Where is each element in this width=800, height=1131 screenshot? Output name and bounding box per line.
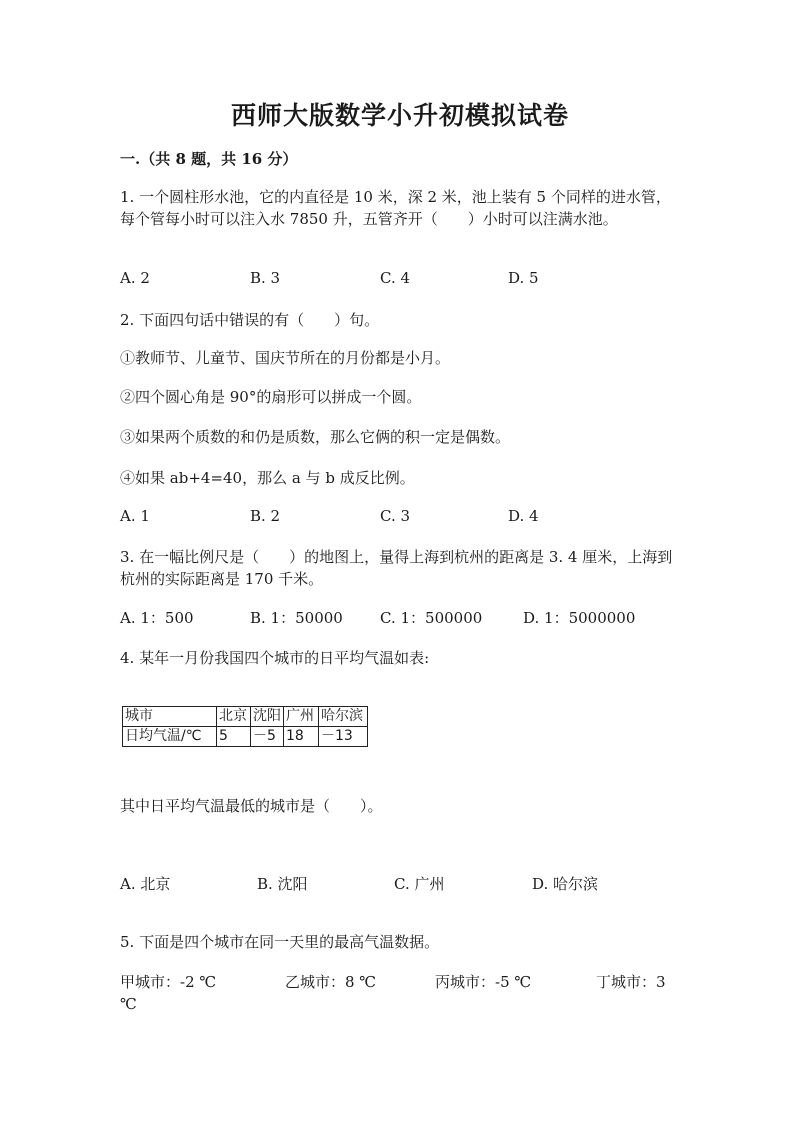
question-3-text: 3. 在一幅比例尺是（ ）的地图上，量得上海到杭州的距离是 3. 4 厘米，上海到杭州的实际距离是 170 千米。 — [120, 548, 673, 588]
option-c[interactable]: C. 4 — [380, 269, 411, 287]
table-cell: －5 — [251, 727, 284, 747]
option-a[interactable]: A. 1：500 — [120, 609, 194, 627]
question-2-text: 2. 下面四句话中错误的有（ ）句。 — [120, 311, 380, 329]
option-b[interactable]: B. 1：50000 — [250, 609, 343, 627]
option-d[interactable]: D. 1：5000000 — [523, 609, 636, 627]
table-row — [123, 727, 368, 747]
city-ding: 丁城市：3 — [596, 973, 666, 991]
table-cell: 哈尔滨 — [319, 707, 368, 727]
statement-3: ③如果两个质数的和仍是质数，那么它俩的积一定是偶数。 — [120, 428, 511, 446]
question-4-followup: 其中日平均气温最低的城市是（ ）。 — [120, 797, 383, 815]
table-cell: 北京 — [217, 707, 251, 727]
temperature-table — [122, 706, 368, 747]
option-b[interactable]: B. 沈阳 — [257, 875, 308, 893]
option-d[interactable]: D. 4 — [508, 507, 539, 525]
option-c[interactable]: C. 3 — [380, 507, 411, 525]
question-4-options — [120, 873, 680, 895]
table-cell: 广州 — [284, 707, 319, 727]
option-c[interactable]: C. 1：500000 — [380, 609, 483, 627]
table-cell: 城市 — [123, 707, 217, 727]
table-cell: 日均气温/℃ — [123, 727, 217, 747]
question-5-text: 5. 下面是四个城市在同一天里的最高气温数据。 — [120, 933, 440, 951]
section-header: 一.（共 8 题，共 16 分） — [120, 150, 298, 168]
option-a[interactable]: A. 1 — [120, 507, 150, 525]
question-5-cities — [120, 971, 680, 993]
option-b[interactable]: B. 2 — [250, 507, 281, 525]
option-d[interactable]: D. 哈尔滨 — [532, 875, 599, 893]
city-yi: 乙城市：8 ℃ — [285, 973, 377, 991]
option-b[interactable]: B. 3 — [250, 269, 281, 287]
option-c[interactable]: C. 广州 — [394, 875, 445, 893]
table-cell: 5 — [217, 727, 251, 747]
question-2-options — [120, 507, 680, 529]
statement-2: ②四个圆心角是 90°的扇形可以拼成一个圆。 — [120, 388, 422, 406]
option-a[interactable]: A. 2 — [120, 269, 150, 287]
statement-4: ④如果 ab+4=40，那么 a 与 b 成反比例。 — [120, 469, 415, 487]
question-1-text: 1. 一个圆柱形水池，它的内直径是 10 米，深 2 米，池上装有 5 个同样的进水管，每个管每小时可以注入水 7850 升，五管齐开（ ）小时可以注满水池。 — [120, 188, 671, 228]
question-4-text: 4. 某年一月份我国四个城市的日平均气温如表: — [120, 649, 430, 667]
table-cell: －13 — [319, 727, 368, 747]
table-cell: 沈阳 — [251, 707, 284, 727]
option-a[interactable]: A. 北京 — [120, 875, 171, 893]
table-cell: 18 — [284, 727, 319, 747]
question-3-options — [120, 607, 680, 629]
statement-1: ①教师节、儿童节、国庆节所在的月份都是小月。 — [120, 349, 451, 367]
question-5-continuation: ℃ — [120, 995, 137, 1013]
option-d[interactable]: D. 5 — [508, 269, 539, 287]
table-header-row — [123, 707, 368, 727]
city-bing: 丙城市：-5 ℃ — [435, 973, 532, 991]
question-1-options — [120, 269, 680, 291]
city-jia: 甲城市：-2 ℃ — [120, 973, 217, 991]
exam-title: 西师大版数学小升初模拟试卷 — [230, 101, 569, 130]
